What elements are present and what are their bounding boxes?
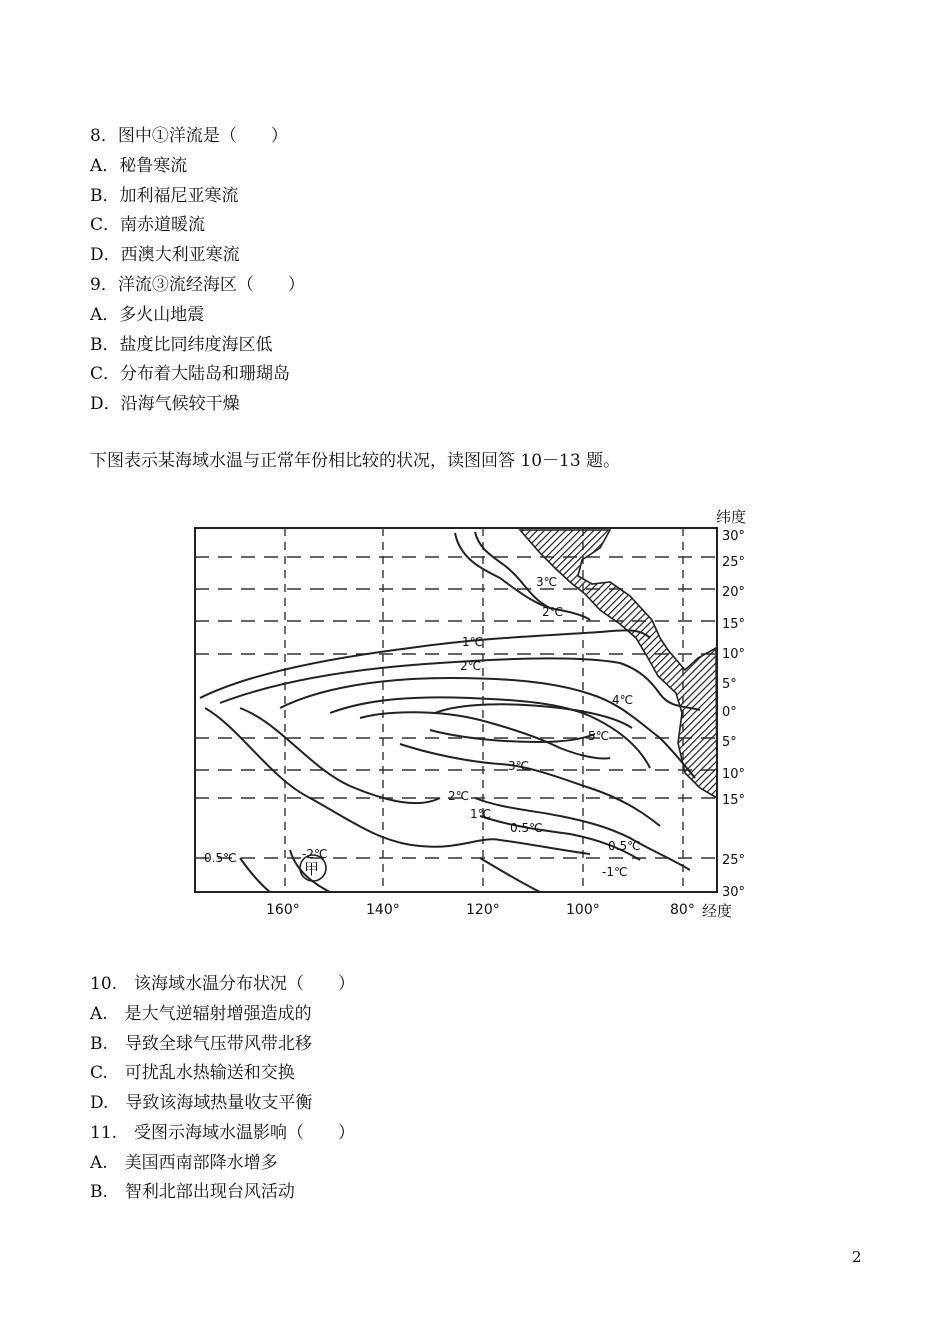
- isotherm-label: 0.5℃: [510, 821, 543, 835]
- latitude-tick-labels: [722, 529, 745, 900]
- q9-option-a: A．多火山地震: [90, 305, 205, 325]
- question-9-stem: 9．洋流③流经海区（ ）: [90, 275, 305, 295]
- question-11-stem: 11. 受图示海域水温影响（ ）: [90, 1123, 356, 1143]
- q10-option-d: D. 导致该海域热量收支平衡: [90, 1093, 313, 1113]
- land-mass: [520, 530, 717, 798]
- lat-tick: 25°: [722, 555, 746, 570]
- isotherm-map-svg: [180, 498, 760, 928]
- q9-option-c: C．分布着大陆岛和珊瑚岛: [90, 364, 291, 384]
- isotherm-label: 1℃: [462, 635, 484, 649]
- lat-tick: 25°: [722, 853, 746, 868]
- isotherm-label: 2℃: [448, 789, 470, 803]
- lat-tick: 0°: [722, 705, 737, 720]
- isotherm-label: 3℃: [536, 575, 558, 589]
- isotherm-label: 4℃: [612, 693, 634, 707]
- q9-option-b: B．盐度比同纬度海区低: [90, 335, 273, 355]
- lat-tick: 15°: [722, 617, 746, 632]
- lat-tick: 30°: [722, 885, 746, 900]
- lat-tick: 20°: [722, 585, 746, 600]
- q8-option-b: B．加利福尼亚寒流: [90, 186, 239, 206]
- q8-option-a: A．秘鲁寒流: [90, 156, 188, 176]
- longitude-axis-title: 经度: [702, 902, 733, 920]
- isotherm-label: 0.5℃: [204, 851, 237, 865]
- isotherm-curves: [200, 532, 700, 892]
- q10-option-a: A. 是大气逆辐射增强造成的: [90, 1004, 312, 1024]
- isotherm-label: 2℃: [542, 605, 564, 619]
- lon-tick: 120°: [466, 902, 500, 918]
- isotherm-label: 0.5℃: [608, 839, 641, 853]
- lat-tick: 30°: [722, 529, 746, 544]
- isotherm-label: 3℃: [508, 759, 530, 773]
- isotherm-label: 2℃: [460, 659, 482, 673]
- isotherm-label: 5℃: [588, 729, 610, 743]
- sea-temperature-anomaly-map: [180, 498, 760, 928]
- q10-option-b: B. 导致全球气压带风带北移: [90, 1034, 312, 1054]
- lon-tick: 100°: [566, 902, 600, 918]
- q11-option-b: B. 智利北部出现台风活动: [90, 1182, 295, 1202]
- lat-tick: 5°: [722, 735, 737, 750]
- q8-option-c: C．南赤道暖流: [90, 215, 206, 235]
- lat-tick: 10°: [722, 647, 746, 662]
- question-10-stem: 10. 该海域水温分布状况（ ）: [90, 974, 356, 994]
- figure-intro: 下图表示某海域水温与正常年份相比较的状况，读图回答 10－13 题。: [90, 451, 621, 471]
- isotherm-label: -2℃: [302, 847, 328, 861]
- longitude-tick-labels: [266, 902, 695, 918]
- page-number: 2: [852, 1248, 862, 1266]
- lon-tick: 160°: [266, 902, 300, 918]
- q10-option-c: C. 可扰乱水热输送和交换: [90, 1063, 295, 1083]
- lat-tick: 10°: [722, 767, 746, 782]
- q11-option-a: A. 美国西南部降水增多: [90, 1153, 278, 1173]
- question-8-stem: 8．图中①洋流是（ ）: [90, 126, 288, 146]
- isotherm-label: -1℃: [602, 865, 628, 879]
- map-frame: [195, 528, 717, 892]
- lat-tick: 5°: [722, 677, 737, 692]
- q9-option-d: D．沿海气候较干燥: [90, 394, 240, 414]
- latitude-axis-title: 纬度: [716, 508, 747, 526]
- isotherm-label: 1℃: [470, 807, 492, 821]
- marker-label: 甲: [304, 860, 320, 878]
- lon-tick: 80°: [670, 902, 695, 918]
- lon-tick: 140°: [366, 902, 400, 918]
- lat-tick: 15°: [722, 793, 746, 808]
- q8-option-d: D．西澳大利亚寒流: [90, 245, 240, 265]
